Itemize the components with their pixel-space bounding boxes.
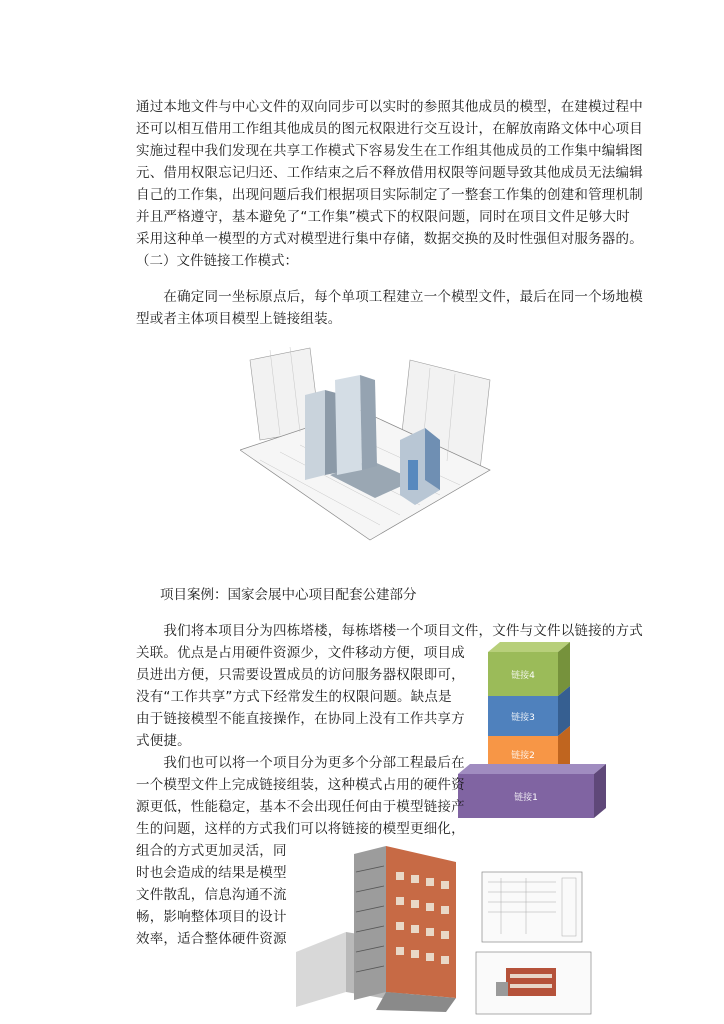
text-line: 式便捷。 bbox=[136, 733, 191, 749]
text-line: 通过本地文件与中心文件的双向同步可以实时的参照其他成员的模型，在建模过程中 bbox=[136, 99, 643, 115]
text-line: 关联。优点是占用硬件资源少，文件移动方便，项目成 bbox=[136, 645, 465, 661]
building-model-image bbox=[296, 842, 600, 1018]
text-line: 效率，适合整体硬件资源 bbox=[136, 931, 287, 947]
text-line: 元、借用权限忘记归还、工作结束之后不释放借用权限等问题导致其他成员无法编辑 bbox=[136, 165, 643, 181]
text-line: 在确定同一坐标原点后，每个单项工程建立一个模型文件，最后在同一个场地模 bbox=[136, 289, 643, 305]
text-line: 一个模型文件上完成链接组装，这种模式占用的硬件资 bbox=[136, 777, 465, 793]
text-line: 由于链接模型不能直接操作，在协同上没有工作共享方 bbox=[136, 711, 465, 727]
text-line: 生的问题，这样的方式我们可以将链接的模型更细化， bbox=[136, 821, 465, 837]
text-line: 员进出方便，只需要设置成员的访问服务器权限即可， bbox=[136, 667, 465, 683]
text-line: 我们也可以将一个项目分为更多个分部工程最后在 bbox=[136, 755, 465, 771]
block-label-2: 链接2 bbox=[511, 751, 535, 761]
text-line: 没有“工作共享”方式下经常发生的权限问题。缺点是 bbox=[136, 689, 452, 705]
section-heading: （二）文件链接工作模式： bbox=[136, 253, 298, 269]
block-label-1: 链接1 bbox=[514, 793, 538, 803]
text-line: 时也会造成的结果是模型 bbox=[136, 865, 287, 881]
text-line: 还可以相互借用工作组其他成员的图元权限进行交互设计，在解放南路文体中心项目 bbox=[136, 121, 643, 137]
towers-model-image bbox=[240, 340, 500, 550]
text-line: 采用这种单一模型的方式对模型进行集中存储，数据交换的及时性强但对服务器的。 bbox=[136, 231, 643, 247]
link-blocks-diagram bbox=[452, 640, 612, 830]
text-line: 畅，影响整体项目的设计 bbox=[136, 909, 287, 925]
block-label-3: 链接3 bbox=[511, 713, 535, 723]
figure-caption: 项目案例：国家会展中心项目配套公建部分 bbox=[160, 587, 417, 603]
block-4-top bbox=[488, 642, 570, 652]
text-line: 组合的方式更加灵活，同 bbox=[136, 843, 287, 859]
text-line: 并且严格遵守，基本避免了“工作集”模式下的权限问题，同时在项目文件足够大时 bbox=[136, 209, 630, 225]
text-line: 型或者主体项目模型上链接组装。 bbox=[136, 311, 342, 327]
text-line: 实施过程中我们发现在共享工作模式下容易发生在工作组其他成员的工作集中编辑图 bbox=[136, 143, 643, 159]
text-line: 文件散乱，信息沟通不流 bbox=[136, 887, 287, 903]
block-label-4: 链接4 bbox=[511, 671, 535, 681]
text-line: 我们将本项目分为四栋塔楼，每栋塔楼一个项目文件，文件与文件以链接的方式 bbox=[136, 623, 643, 639]
text-line: 自己的工作集，出现问题后我们根据项目实际制定了一整套工作集的创建和管理机制 bbox=[136, 187, 643, 203]
text-line: 源更低，性能稳定，基本不会出现任何由于模型链接产 bbox=[136, 799, 465, 815]
block-1-top bbox=[458, 764, 606, 774]
